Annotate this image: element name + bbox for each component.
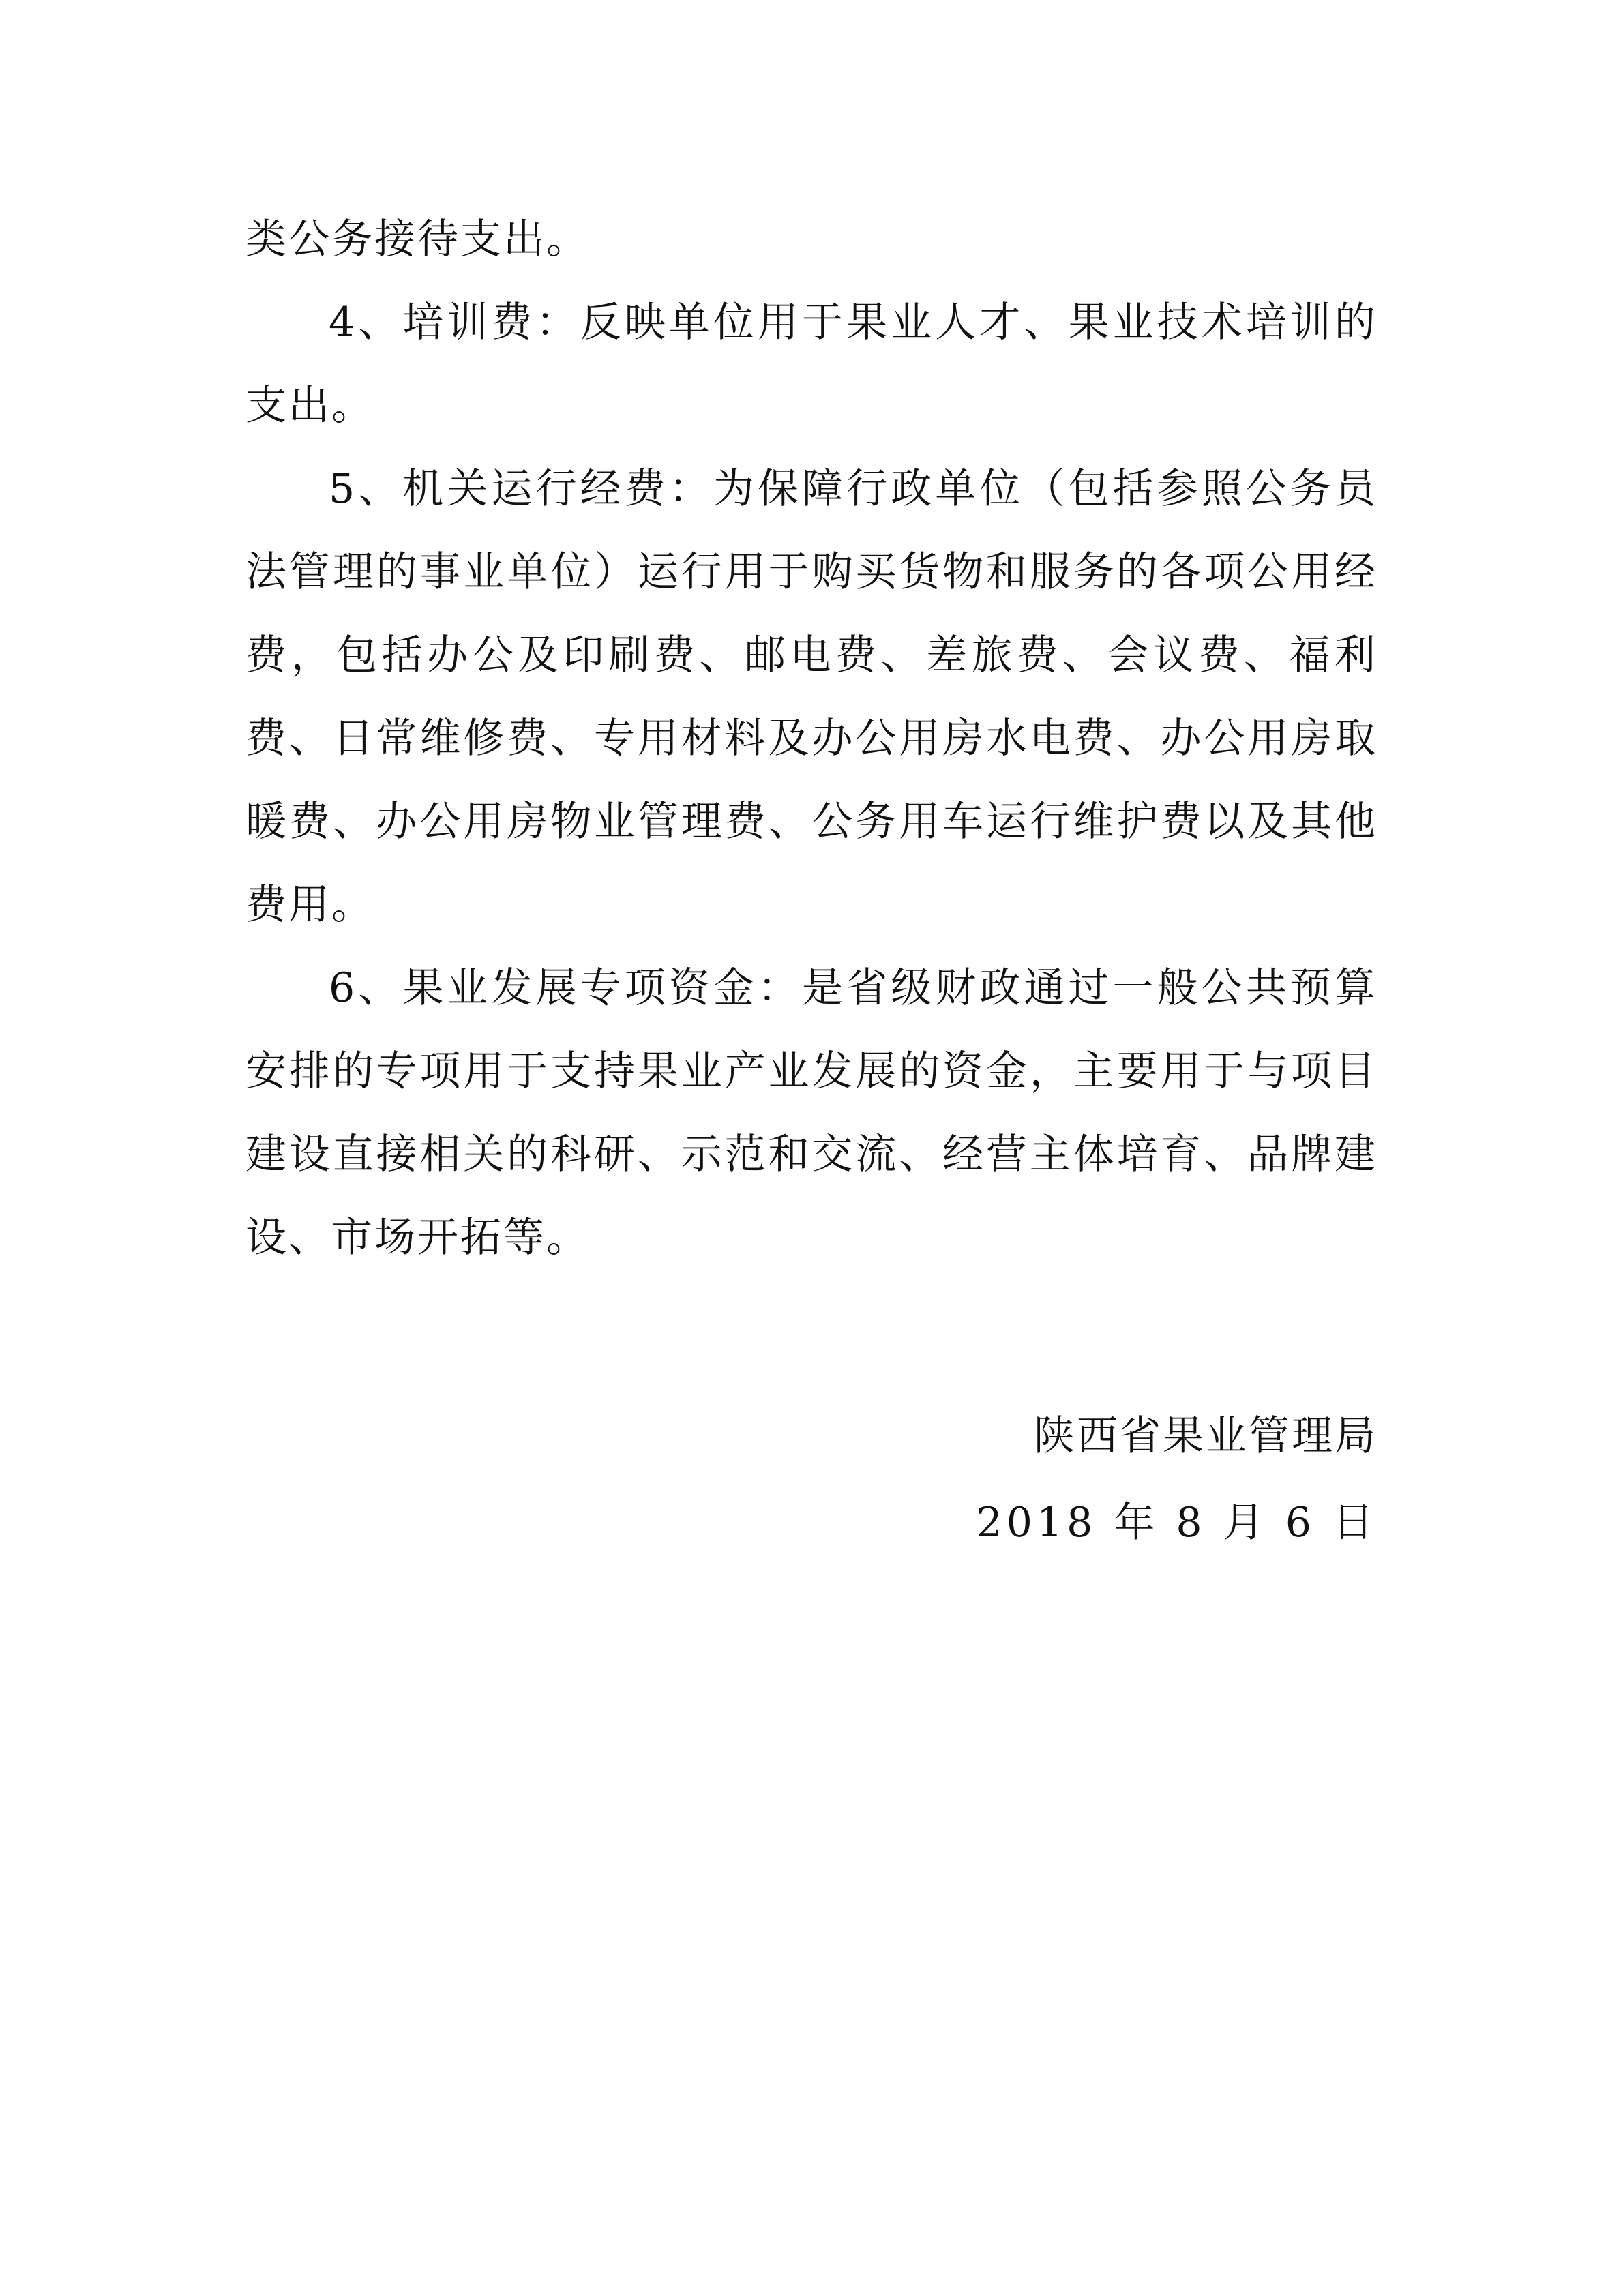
- signature-date: 2018 年 8 月 6 日: [976, 1499, 1378, 1547]
- paragraph-special-fund: 6、果业发展专项资金：是省级财政通过一般公共预算安排的专项用于支持果业产业发展的资金，主要用于与项目建设直接相关的科研、示范和交流、经营主体培育、品牌建设、市场开拓等。: [245, 964, 1378, 1262]
- paragraph-training-fee: 4、培训费：反映单位用于果业人才、果业技术培训的支出。: [245, 299, 1378, 430]
- paragraph-continuation: 类公务接待支出。: [245, 215, 589, 263]
- signature-organization: 陕西省果业管理局: [1034, 1412, 1378, 1460]
- paragraph-operating-expenses: 5、机关运行经费：为保障行政单位（包括参照公务员法管理的事业单位）运行用于购买货物和服务的各项公用经费，包括办公及印刷费、邮电费、差旅费、会议费、福利费、日常维修费、专用材料及办公用房水电费、办公用房取暖费、办公用房物业管理费、公务用车运行维护费以及其他费用。: [245, 465, 1378, 929]
- document-body: [245, 198, 1378, 1279]
